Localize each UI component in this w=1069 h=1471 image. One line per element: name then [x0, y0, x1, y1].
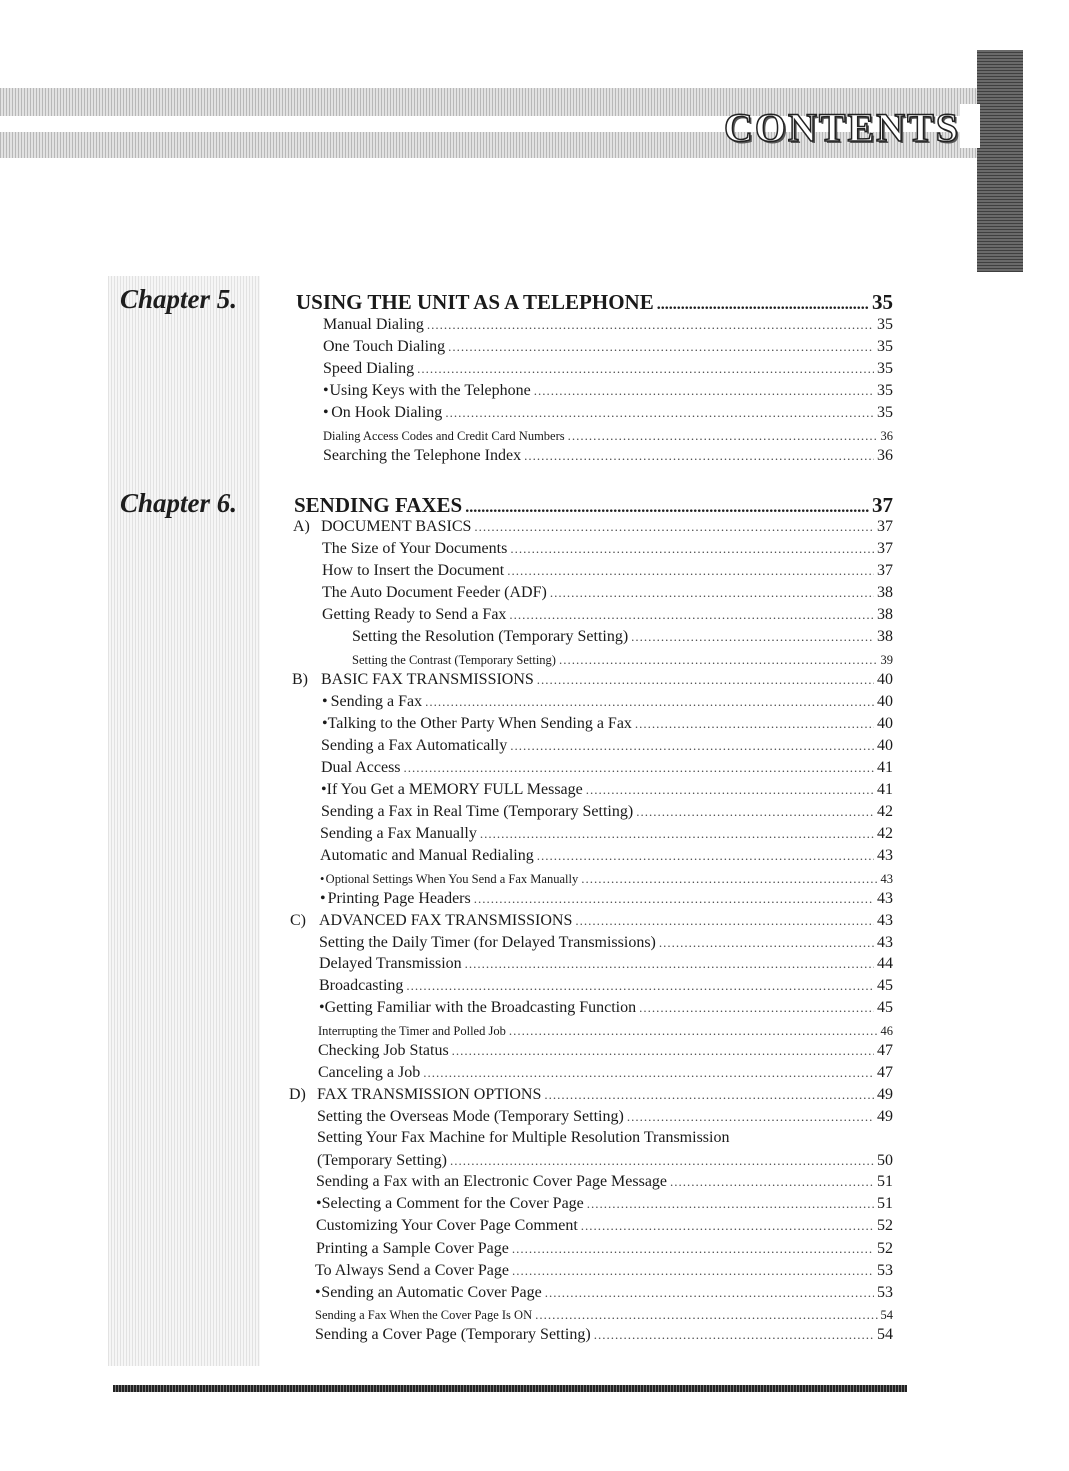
- toc-entry: Getting Ready to Send a Fax ..... 38: [322, 606, 893, 624]
- toc-entry: Sending a Fax When the Cover Page Is ON ..... 54: [315, 1307, 893, 1323]
- toc-entry: Sending a Fax Manually ..... 42: [320, 825, 893, 843]
- toc-entry: Sending a Fax Automatically ..... 40: [321, 737, 893, 755]
- toc-entry: The Auto Document Feeder (ADF) ..... 38: [322, 584, 893, 602]
- chapter-5-heading: USING THE UNIT AS A TELEPHONE ..... 35: [296, 290, 893, 315]
- toc-entry: • If You Get a MEMORY FULL Message ..... 41: [321, 781, 893, 799]
- toc-entry: • On Hook Dialing ..... 35: [323, 404, 893, 422]
- toc-entry: • Using Keys with the Telephone ..... 35: [323, 382, 893, 400]
- toc-entry: Automatic and Manual Redialing ..... 43: [320, 847, 893, 865]
- toc-entry: Interrupting the Timer and Polled Job ..... 46: [318, 1023, 893, 1039]
- page-title: CONTENTS: [723, 105, 960, 150]
- toc-entry: • Sending a Fax ..... 40: [322, 693, 893, 711]
- toc-entry: Sending a Cover Page (Temporary Setting) ..... 54: [315, 1326, 893, 1344]
- section-a-heading: A) DOCUMENT BASICS ..... 37: [293, 518, 893, 536]
- toc-entry: Canceling a Job ..... 47: [318, 1064, 893, 1082]
- toc-entry: The Size of Your Documents ..... 37: [322, 540, 893, 558]
- toc-entry: One Touch Dialing ..... 35: [323, 338, 893, 356]
- toc-entry: Broadcasting ..... 45: [319, 977, 893, 995]
- toc-entry: (Temporary Setting) ..... 50: [317, 1152, 893, 1170]
- side-tab-block: [977, 50, 1023, 272]
- toc-entry: How to Insert the Document ..... 37: [322, 562, 893, 580]
- toc-entry: Printing a Sample Cover Page ..... 52: [316, 1240, 893, 1258]
- toc-entry: Customizing Your Cover Page Comment ..... 52: [316, 1217, 893, 1235]
- toc-entry: Dialing Access Codes and Credit Card Numbers ..... 36: [323, 428, 893, 444]
- footer-rule: [113, 1385, 907, 1392]
- section-c-heading: C) ADVANCED FAX TRANSMISSIONS ..... 43: [290, 912, 893, 930]
- side-tab-notch: [960, 104, 980, 148]
- toc-entry: Setting the Contrast (Temporary Setting) ..... 39: [352, 652, 893, 668]
- chapter-6-heading: SENDING FAXES ..... 37: [294, 493, 893, 518]
- toc-entry: Speed Dialing ..... 35: [323, 360, 893, 378]
- toc-entry: Sending a Fax with an Electronic Cover Page Message ..... 51: [316, 1173, 893, 1191]
- toc-entry: • Printing Page Headers ..... 43: [320, 890, 893, 908]
- toc-entry: Sending a Fax in Real Time (Temporary Setting) ..... 42: [321, 803, 893, 821]
- toc-entry: Delayed Transmission ..... 44: [319, 955, 893, 973]
- section-d-heading: D) FAX TRANSMISSION OPTIONS ..... 49: [289, 1086, 893, 1104]
- toc-entry: • Talking to the Other Party When Sending a Fax ..... 40: [322, 715, 893, 733]
- toc-entry: • Selecting a Comment for the Cover Page ..... 51: [316, 1195, 893, 1213]
- chapter-6-label: Chapter 6.: [120, 488, 238, 518]
- toc-entry: Searching the Telephone Index ..... 36: [323, 447, 893, 465]
- chapter-5-label: Chapter 5.: [120, 284, 238, 314]
- toc-entry: • Optional Settings When You Send a Fax Manually ..... 43: [320, 871, 893, 887]
- toc-entry: Setting Your Fax Machine for Multiple Resolution Transmission: [317, 1129, 730, 1146]
- toc-entry: Manual Dialing ..... 35: [323, 316, 893, 334]
- toc-entry: Setting the Resolution (Temporary Setting) ..... 38: [352, 628, 893, 646]
- toc-entry: Setting the Daily Timer (for Delayed Transmissions) ..... 43: [319, 934, 893, 952]
- section-b-heading: B) BASIC FAX TRANSMISSIONS ..... 40: [292, 671, 893, 689]
- toc-entry: Setting the Overseas Mode (Temporary Setting) ..... 49: [317, 1108, 893, 1126]
- toc-entry: To Always Send a Cover Page ..... 53: [315, 1262, 893, 1280]
- toc-entry: Dual Access ..... 41: [321, 759, 893, 777]
- toc-entry: Checking Job Status ..... 47: [318, 1042, 893, 1060]
- chapter-column: [108, 276, 260, 1366]
- toc-entry: • Getting Familiar with the Broadcasting Function ..... 45: [319, 999, 893, 1017]
- toc-entry: • Sending an Automatic Cover Page ..... 53: [315, 1284, 893, 1302]
